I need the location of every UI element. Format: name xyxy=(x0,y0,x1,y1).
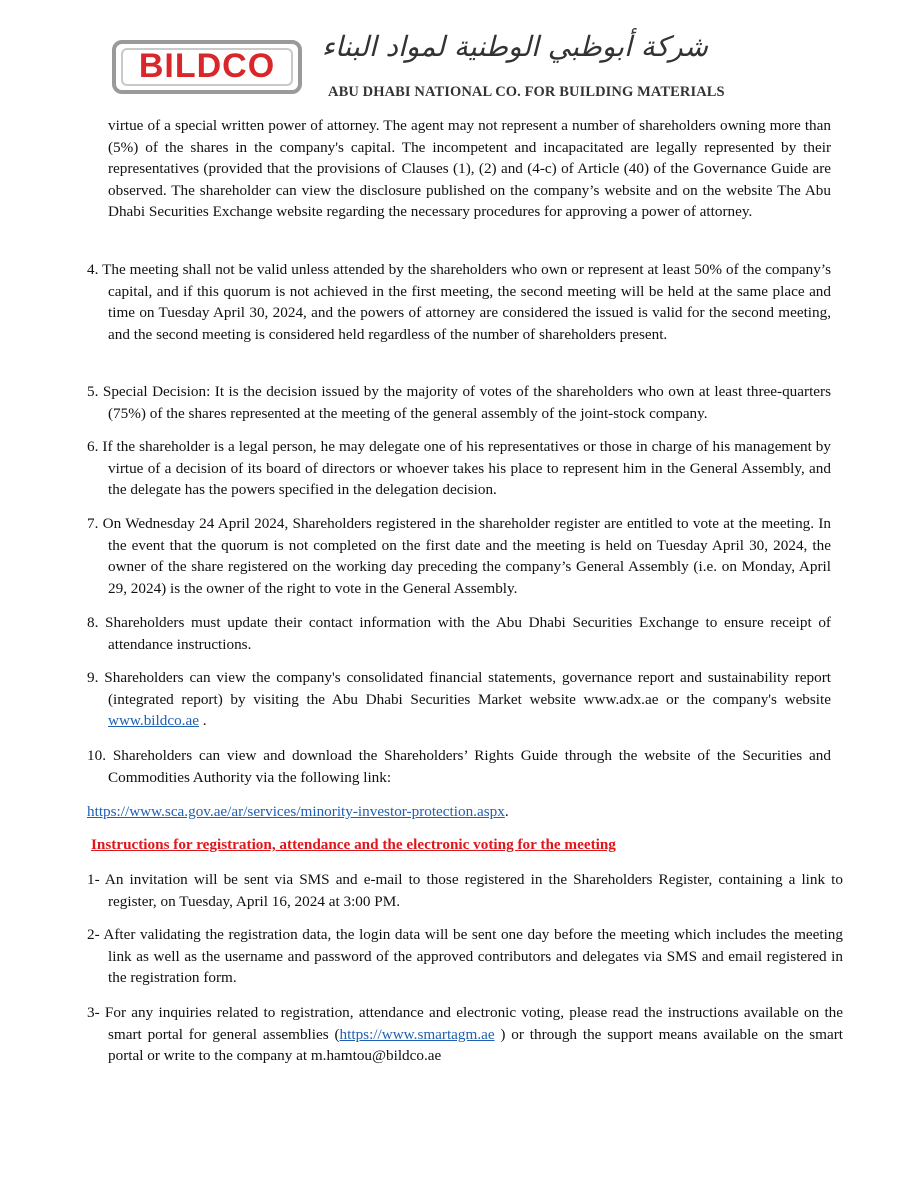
letterhead xyxy=(112,30,725,100)
sca-link-line xyxy=(87,801,509,823)
list-item-5: 5. Special Decision: It is the decision issued by the majority of votes of the shareholders who own at least three-quarters (75%) of the shares represented at the meeting of the general assembly of the joint-stock company. xyxy=(87,383,831,422)
sca-link[interactable]: https://www.sca.gov.ae/ar/services/minority-investor-protection.aspx xyxy=(87,803,505,820)
instructions-heading: Instructions for registration, attendance and the electronic voting for the meeting xyxy=(91,836,616,853)
instruction-2: 2- After validating the registration data, the login data will be sent one day before the meeting which includes the meeting link as well as the username and password of the approved contributors and delegates via SMS and email registered in the registration form. xyxy=(87,926,843,987)
list-item-9-text: 9. Shareholders can view the company's consolidated financial statements, governance report and sustainability report (integrated report) by visiting the Abu Dhabi Securities Market website www.adx.ae or the company's website xyxy=(87,669,831,708)
list-item-6: 6. If the shareholder is a legal person, he may delegate one of his representatives or those in charge of his management by virtue of a decision of its board of directors or whoever takes his place to represent him in the General Assembly, and the delegate has the powers specified in the delegation decision. xyxy=(87,438,831,499)
sca-link-tail: . xyxy=(504,803,509,820)
instruction-3-tail: ) or through the support means available on the smart portal or write to the company at m.hamtou@bildco.ae xyxy=(108,1025,843,1065)
bildco-logo xyxy=(112,40,302,94)
list-item-10: 10. Shareholders can view and download the Shareholders’ Rights Guide through the website of the Securities and Commodities Authority via the following link: xyxy=(87,747,831,786)
list-item-7: 7. On Wednesday 24 April 2024, Shareholders registered in the shareholder register are entitled to vote at the meeting. In the event that the quorum is not completed on the first date and the meeting is held on Tuesday April 30, 2024, the owner of the share registered on the working day preceding the company’s General Assembly (i.e. on Monday, April 29, 2024) is the owner of the right to vote in the General Assembly. xyxy=(87,515,831,597)
instruction-3 xyxy=(87,1002,843,1067)
list-item-8: 8. Shareholders must update their contact information with the Abu Dhabi Securities Exchange to ensure receipt of attendance instructions. xyxy=(87,614,831,653)
intro-paragraph: virtue of a special written power of attorney. The agent may not represent a number of shareholders owning more than (5%) of the shares in the company's capital. The incompetent and incapacitated are legally represented by their representatives (provided that the provisions of Clauses (1), (2) and (4-c) of Article (40) of the Governance Guide are observed. The shareholder can view the disclosure published on the company’s website and on the website The Abu Dhabi Securities Exchange website regarding the necessary procedures for approving a power of attorney. xyxy=(108,117,831,221)
list-item-9-tail: . xyxy=(198,712,207,730)
bildco-website-link[interactable]: www.bildco.ae xyxy=(108,712,199,730)
logo-text: BILDCO xyxy=(121,48,293,86)
instruction-1: 1- An invitation will be sent via SMS and e-mail to those registered in the Shareholders Register, containing a link to register, on Tuesday, April 16, 2024 at 3:00 PM. xyxy=(87,871,843,910)
company-name-arabic: شركة أبوظبي الوطنية لمواد البناء xyxy=(321,30,708,63)
instruction-3-text: 3- For any inquiries related to registration, attendance and electronic voting, please read the instructions available on the smart portal for general assemblies ( xyxy=(87,1004,843,1043)
company-name-english: ABU DHABI NATIONAL CO. FOR BUILDING MATERIALS xyxy=(328,84,725,100)
list-item-9 xyxy=(87,667,831,732)
list-item-4: 4. The meeting shall not be valid unless attended by the shareholders who own or represent at least 50% of the company’s capital, and if this quorum is not achieved in the first meeting, the second meeting will be held at the same place and time on Tuesday April 30, 2024, and the powers of attorney are considered the issued is valid for the second meeting, and the second meeting is considered held regardless of the number of shareholders present. xyxy=(87,261,831,343)
smartagm-link[interactable]: https://www.smartagm.ae xyxy=(339,1025,495,1043)
